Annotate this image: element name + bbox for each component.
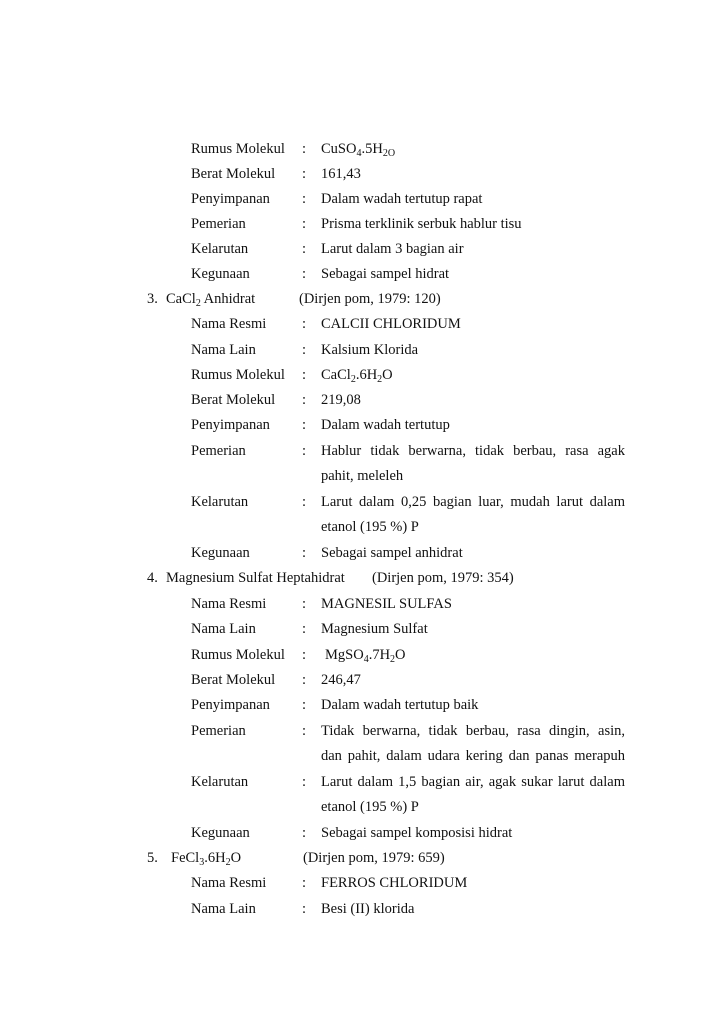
field-value: Larut dalam 0,25 bagian luar, mudah larut dalam <box>321 494 625 510</box>
formula-part: O <box>395 647 406 663</box>
field-colon: : <box>302 191 307 207</box>
field-value: FERROS CHLORIDUM <box>321 875 468 891</box>
field-value: MAGNESIL SULFAS <box>321 596 452 612</box>
field-row-pemerian <box>0 440 728 462</box>
field-label: Penyimpanan <box>191 191 270 207</box>
section-reference: (Dirjen pom, 1979: 354) <box>372 570 514 586</box>
field-colon: : <box>302 545 307 561</box>
field-row-nama-lain <box>0 339 728 361</box>
field-colon: : <box>302 266 307 282</box>
formula-part: CuSO <box>321 141 357 157</box>
field-colon: : <box>302 494 307 510</box>
field-row-penyimpanan <box>0 694 728 716</box>
field-value: CALCII CHLORIDUM <box>321 316 461 332</box>
field-label: Rumus Molekul <box>191 647 285 663</box>
field-colon: : <box>302 697 307 713</box>
field-label: Pemerian <box>191 723 246 739</box>
field-row-nama-resmi <box>0 872 728 894</box>
field-value: Dalam wadah tertutup baik <box>321 697 479 713</box>
field-row-penyimpanan <box>0 414 728 436</box>
field-colon: : <box>302 216 307 232</box>
formula-part: CaCl <box>166 291 196 307</box>
field-row-penyimpanan <box>0 188 728 210</box>
field-value: 246,47 <box>321 672 361 688</box>
chemical-formula <box>325 644 406 666</box>
field-row-nama-resmi <box>0 313 728 335</box>
formula-subscript: 2 <box>225 857 231 868</box>
field-label: Penyimpanan <box>191 417 270 433</box>
field-value: 161,43 <box>321 166 361 182</box>
section-heading-4 <box>0 567 728 589</box>
field-value: Larut dalam 3 bagian air <box>321 241 464 257</box>
formula-subscript: 2O <box>382 148 396 159</box>
formula-part: .5H <box>361 141 383 157</box>
field-row-kegunaan <box>0 822 728 844</box>
field-value-continuation: etanol (195 %) P <box>321 519 419 535</box>
field-value: Sebagai sampel hidrat <box>321 266 450 282</box>
section-title <box>171 847 241 869</box>
formula-part: .7H <box>368 647 391 663</box>
section-number: 5. <box>147 850 158 866</box>
field-colon: : <box>302 141 307 157</box>
field-value: Magnesium Sulfat <box>321 621 428 637</box>
field-row-kelarutan <box>0 771 728 793</box>
field-value-continuation: etanol (195 %) P <box>321 799 419 815</box>
section-number: 4. <box>147 570 158 586</box>
field-label: Nama Resmi <box>191 596 267 612</box>
field-colon: : <box>302 672 307 688</box>
field-value: 219,08 <box>321 392 361 408</box>
field-colon: : <box>302 443 307 459</box>
field-value: Dalam wadah tertutup rapat <box>321 191 483 207</box>
field-label: Pemerian <box>191 216 246 232</box>
field-colon: : <box>302 316 307 332</box>
field-value: Besi (II) klorida <box>321 901 415 917</box>
formula-part: .6H <box>355 367 378 383</box>
field-colon: : <box>302 647 307 663</box>
field-row-continuation <box>0 796 728 818</box>
field-label: Kelarutan <box>191 241 249 257</box>
field-label: Berat Molekul <box>191 672 276 688</box>
field-row-berat-molekul <box>0 389 728 411</box>
field-row-continuation <box>0 465 728 487</box>
field-label: Berat Molekul <box>191 392 276 408</box>
field-label: Rumus Molekul <box>191 367 285 383</box>
formula-part: Anhidrat <box>200 291 256 307</box>
formula-part: CaCl <box>321 367 351 383</box>
formula-part: O <box>382 367 393 383</box>
field-row-pemerian <box>0 213 728 235</box>
section-heading-3 <box>0 288 728 310</box>
field-colon: : <box>302 621 307 637</box>
field-value: Kalsium Klorida <box>321 342 419 358</box>
field-colon: : <box>302 342 307 358</box>
field-row-continuation <box>0 745 728 767</box>
field-value-continuation: pahit, meleleh <box>321 468 404 484</box>
formula-part: .6H <box>204 850 226 866</box>
formula-subscript: 2 <box>350 374 356 385</box>
field-colon: : <box>302 241 307 257</box>
field-label: Nama Lain <box>191 901 256 917</box>
field-label: Berat Molekul <box>191 166 276 182</box>
field-row-kelarutan <box>0 491 728 513</box>
formula-part: O <box>230 850 242 866</box>
field-label: Pemerian <box>191 443 246 459</box>
field-colon: : <box>302 166 307 182</box>
field-row-kegunaan <box>0 263 728 285</box>
formula-subscript: 4 <box>363 654 369 665</box>
field-label: Kelarutan <box>191 774 249 790</box>
field-colon: : <box>302 367 307 383</box>
field-value: Dalam wadah tertutup <box>321 417 450 433</box>
formula-subscript: 2 <box>195 298 201 309</box>
field-label: Penyimpanan <box>191 697 270 713</box>
field-value-continuation: dan pahit, dalam udara kering dan panas merapuh <box>321 748 625 764</box>
field-colon: : <box>302 901 307 917</box>
field-row-nama-lain <box>0 898 728 920</box>
field-label: Nama Lain <box>191 342 256 358</box>
formula-subscript: 4 <box>356 148 362 159</box>
field-colon: : <box>302 417 307 433</box>
formula-subscript: 2 <box>377 374 383 385</box>
section-title <box>166 288 255 310</box>
section-reference: (Dirjen pom, 1979: 659) <box>303 850 445 866</box>
section-heading-5 <box>0 847 728 869</box>
field-row-nama-lain <box>0 618 728 640</box>
field-label: Kegunaan <box>191 825 250 841</box>
field-row-nama-resmi <box>0 593 728 615</box>
field-label: Kelarutan <box>191 494 249 510</box>
field-label: Kegunaan <box>191 545 250 561</box>
field-value: Larut dalam 1,5 bagian air, agak sukar larut dalam <box>321 774 625 790</box>
field-value: Sebagai sampel anhidrat <box>321 545 463 561</box>
formula-part: FeCl <box>171 850 200 866</box>
field-row-pemerian <box>0 720 728 742</box>
section-title: Magnesium Sulfat Heptahidrat <box>166 570 345 586</box>
field-row-kegunaan <box>0 542 728 564</box>
formula-subscript: 3 <box>199 857 205 868</box>
field-label: Kegunaan <box>191 266 250 282</box>
formula-part: MgSO <box>325 647 364 663</box>
field-row-rumus-molekul <box>0 138 728 160</box>
field-label: Nama Resmi <box>191 875 267 891</box>
field-colon: : <box>302 875 307 891</box>
chemical-formula <box>321 138 395 160</box>
field-colon: : <box>302 774 307 790</box>
section-reference: (Dirjen pom, 1979: 120) <box>299 291 441 307</box>
section-number: 3. <box>147 291 158 307</box>
field-colon: : <box>302 825 307 841</box>
field-label: Nama Lain <box>191 621 256 637</box>
field-row-berat-molekul <box>0 163 728 185</box>
field-value: Sebagai sampel komposisi hidrat <box>321 825 513 841</box>
field-colon: : <box>302 723 307 739</box>
field-label: Rumus Molekul <box>191 141 285 157</box>
field-colon: : <box>302 392 307 408</box>
field-colon: : <box>302 596 307 612</box>
field-row-rumus-molekul <box>0 364 728 386</box>
field-row-rumus-molekul <box>0 644 728 666</box>
field-row-berat-molekul <box>0 669 728 691</box>
field-label: Nama Resmi <box>191 316 267 332</box>
field-row-continuation <box>0 516 728 538</box>
field-row-kelarutan <box>0 238 728 260</box>
formula-subscript: 2 <box>390 654 396 665</box>
field-value: Hablur tidak berwarna, tidak berbau, rasa agak <box>321 443 625 459</box>
field-value: Prisma terklinik serbuk hablur tisu <box>321 216 522 232</box>
field-value: Tidak berwarna, tidak berbau, rasa dingin, asin, <box>321 723 625 739</box>
chemical-formula <box>321 364 393 386</box>
